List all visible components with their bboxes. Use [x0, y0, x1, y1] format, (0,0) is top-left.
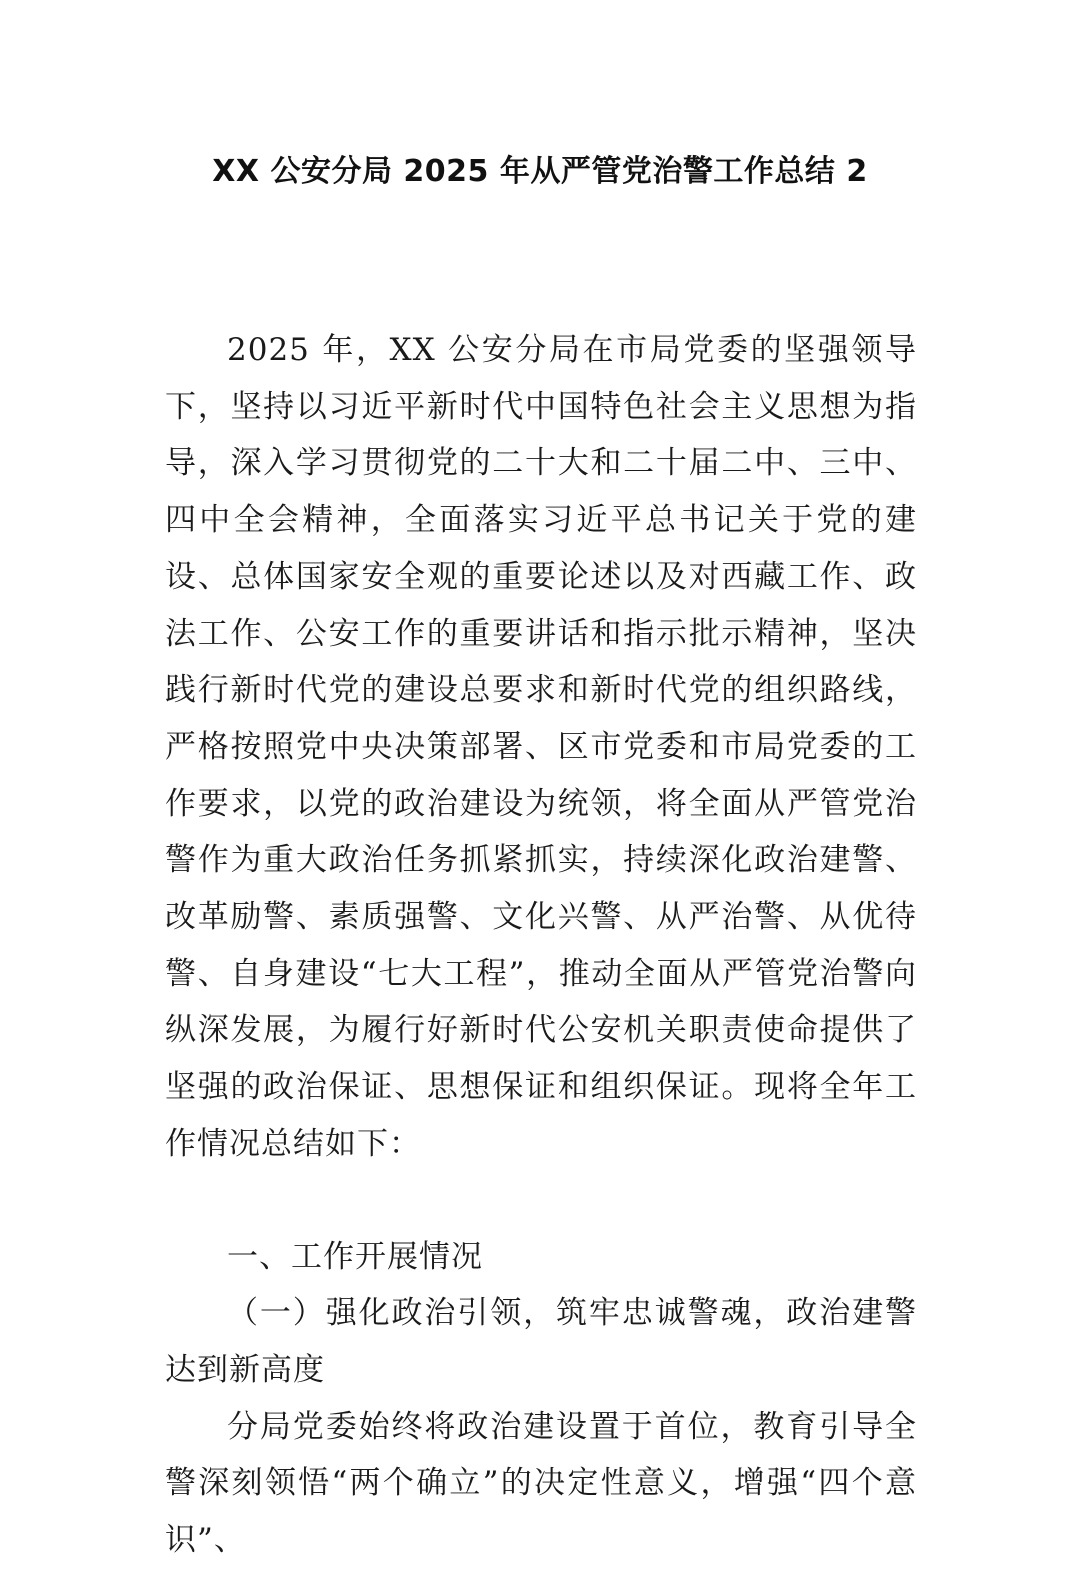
document-title: XX 公安分局 2025 年从严管党治警工作总结 2: [212, 154, 868, 189]
subsection-heading: （一）强化政治引领，筑牢忠诚警魂，政治建警达到新高度: [165, 1295, 917, 1388]
body-paragraph: 分局党委始终将政治建设置于首位，教育引导全警深刻领悟“两个确立”的决定性意义，增强“四个意识”、: [165, 1408, 917, 1559]
document-body: [165, 322, 917, 1569]
section-heading: 一、工作开展情况: [227, 1238, 483, 1275]
intro-paragraph: 2025 年，XX 公安分局在市局党委的坚强领导下，坚持以习近平新时代中国特色社会主义思想为指导，深入学习贯彻党的二十大和二十届二中、三中、四中全会精神，全面落实习近平总书记关于党的建设、总体国家安全观的重要论述以及对西藏工作、政法工作、公安工作的重要讲话和指示批示精神，坚决践行新时代党的建设总要求和新时代党的组织路线，严格按照党中央决策部署、区市党委和市局党委的工作要求，以党的政治建设为统领，将全面从严管党治警作为重大政治任务抓紧抓实，持续深化政治建警、改革励警、素质强警、文化兴警、从严治警、从优待警、自身建设“七大工程”，推动全面从严管党治警向纵深发展，为履行好新时代公安机关职责使命提供了坚强的政治保证、思想保证和组织保证。现将全年工作情况总结如下：: [165, 332, 917, 1162]
